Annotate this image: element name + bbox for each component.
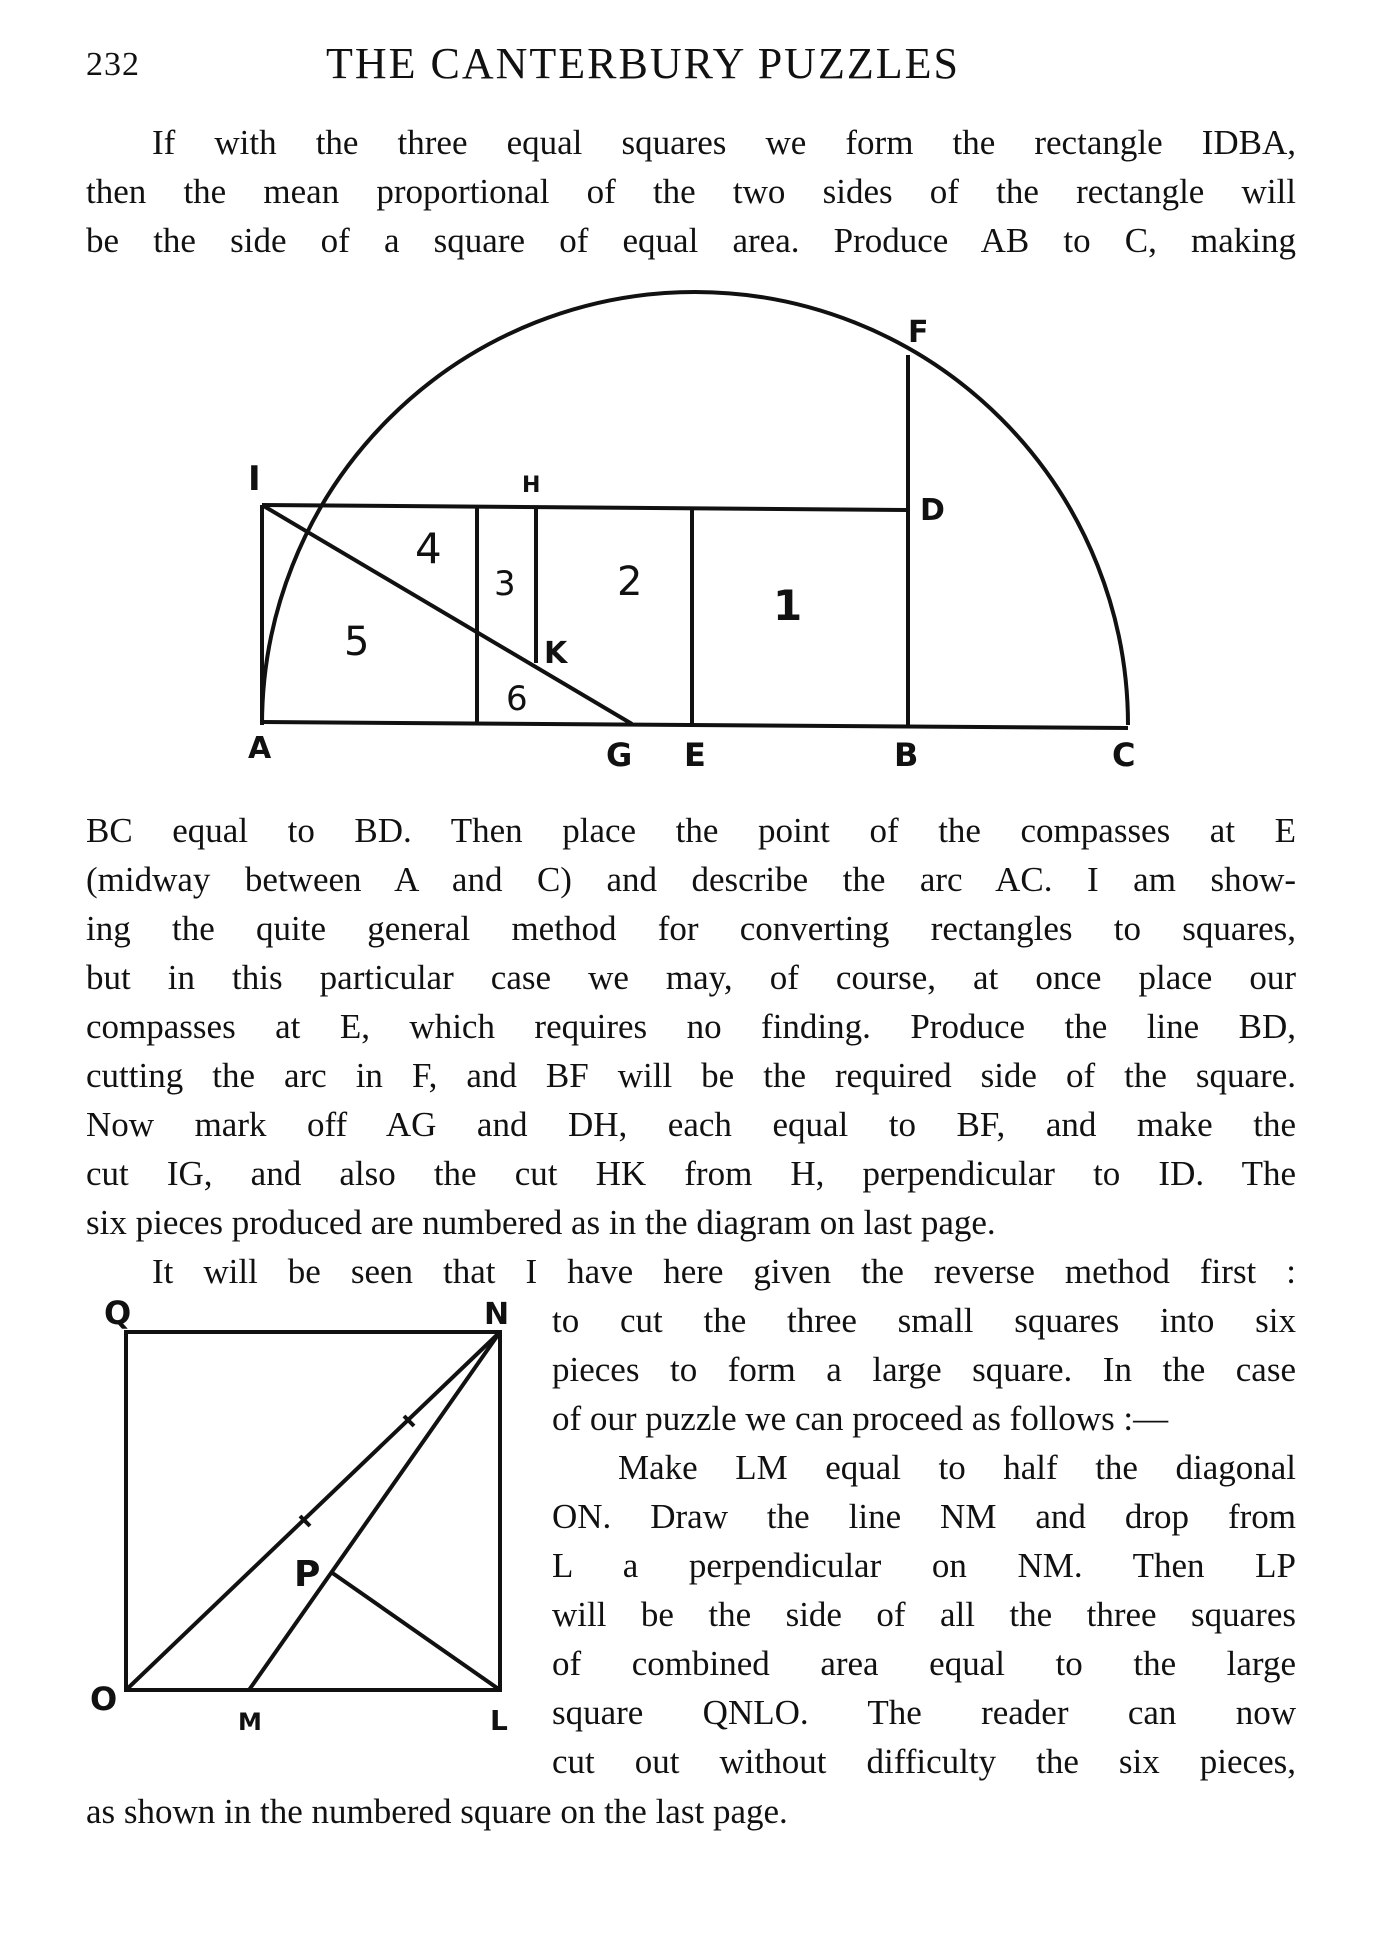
label-a: A: [248, 731, 272, 766]
label-k: K: [544, 636, 568, 671]
line-ac: [262, 722, 1128, 728]
label-e: E: [684, 736, 706, 774]
text-line: BC equal to BD. Then place the point of the compasses at E: [86, 811, 1296, 850]
piece-4: 4: [415, 524, 442, 573]
line-lp: [331, 1572, 500, 1690]
label-i: I: [248, 459, 261, 499]
text-line: square QNLO. The reader can now: [552, 1693, 1296, 1732]
line-ig: [262, 505, 632, 724]
label-h: H: [522, 473, 541, 498]
piece-2: 2: [617, 559, 643, 605]
paragraph-4-last-line: [86, 1787, 1296, 1836]
text-line: ON. Draw the line NM and drop from: [552, 1497, 1296, 1536]
page-header: [86, 38, 1286, 98]
paragraph-2: [86, 806, 1296, 1247]
running-title: THE CANTERBURY PUZZLES: [326, 39, 960, 88]
text-line: compasses at E, which requires no finding. Produce the line BD,: [86, 1007, 1296, 1046]
label-p: P: [294, 1554, 321, 1595]
label-d: D: [920, 493, 945, 528]
text-line: ing the quite general method for converting rectangles to squares,: [86, 909, 1296, 948]
paragraph-3-first-line: [86, 1247, 1296, 1296]
text-line: If with the three equal squares we form the rectangle IDBA,: [152, 123, 1296, 162]
piece-1: 1: [773, 581, 803, 630]
text-line: Make LM equal to half the diagonal: [618, 1448, 1296, 1487]
text-line: be the side of a square of equal area. Produce AB to C, making: [86, 221, 1296, 260]
text-line: cut out without difficulty the six pieces,: [552, 1742, 1296, 1781]
label-f: F: [908, 315, 929, 350]
text-line: cutting the arc in F, and BF will be the required side of the square.: [86, 1056, 1296, 1095]
paragraph-4-wrapped: [552, 1443, 1296, 1786]
label-c: C: [1112, 736, 1136, 774]
text-line: It will be seen that I have here given the reverse method first :: [152, 1252, 1296, 1291]
text-line: to cut the three small squares into six: [552, 1301, 1296, 1340]
text-line: six pieces produced are numbered as in the diagram on last page.: [86, 1203, 996, 1242]
label-b: B: [894, 736, 919, 774]
label-l: L: [490, 1704, 508, 1737]
line-id: [262, 505, 908, 510]
label-n: N: [484, 1297, 510, 1332]
text-line: cut IG, and also the cut HK from H, perpendicular to ID. The: [86, 1154, 1296, 1193]
page-number: 232: [86, 46, 140, 83]
text-line: as shown in the numbered square on the last page.: [86, 1792, 788, 1831]
text-line: Now mark off AG and DH, each equal to BF, and make the: [86, 1105, 1296, 1144]
label-g: G: [606, 736, 633, 774]
paragraph-3-wrapped: [552, 1296, 1296, 1443]
piece-6: 6: [506, 679, 528, 719]
text-line: then the mean proportional of the two sides of the rectangle will: [86, 172, 1296, 211]
piece-5: 5: [344, 619, 370, 665]
text-line: but in this particular case we may, of course, at once place our: [86, 958, 1296, 997]
text-line: pieces to form a large square. In the case: [552, 1350, 1296, 1389]
diagonal-on: [126, 1332, 500, 1690]
label-q: Q: [104, 1294, 132, 1332]
text-line: of combined area equal to the large: [552, 1644, 1296, 1683]
label-m: M: [238, 1708, 262, 1736]
paragraph-1: [86, 118, 1296, 265]
label-o: O: [90, 1680, 118, 1718]
text-line: L a perpendicular on NM. Then LP: [552, 1546, 1296, 1585]
text-line: (midway between A and C) and describe the arc AC. I am show-: [86, 860, 1296, 899]
text-line: of our puzzle we can proceed as follows :—: [552, 1399, 1169, 1438]
line-nm: [249, 1332, 500, 1690]
figure-rectangle-construction: [0, 270, 1384, 830]
piece-3: 3: [494, 564, 516, 604]
text-line: will be the side of all the three squares: [552, 1595, 1296, 1634]
